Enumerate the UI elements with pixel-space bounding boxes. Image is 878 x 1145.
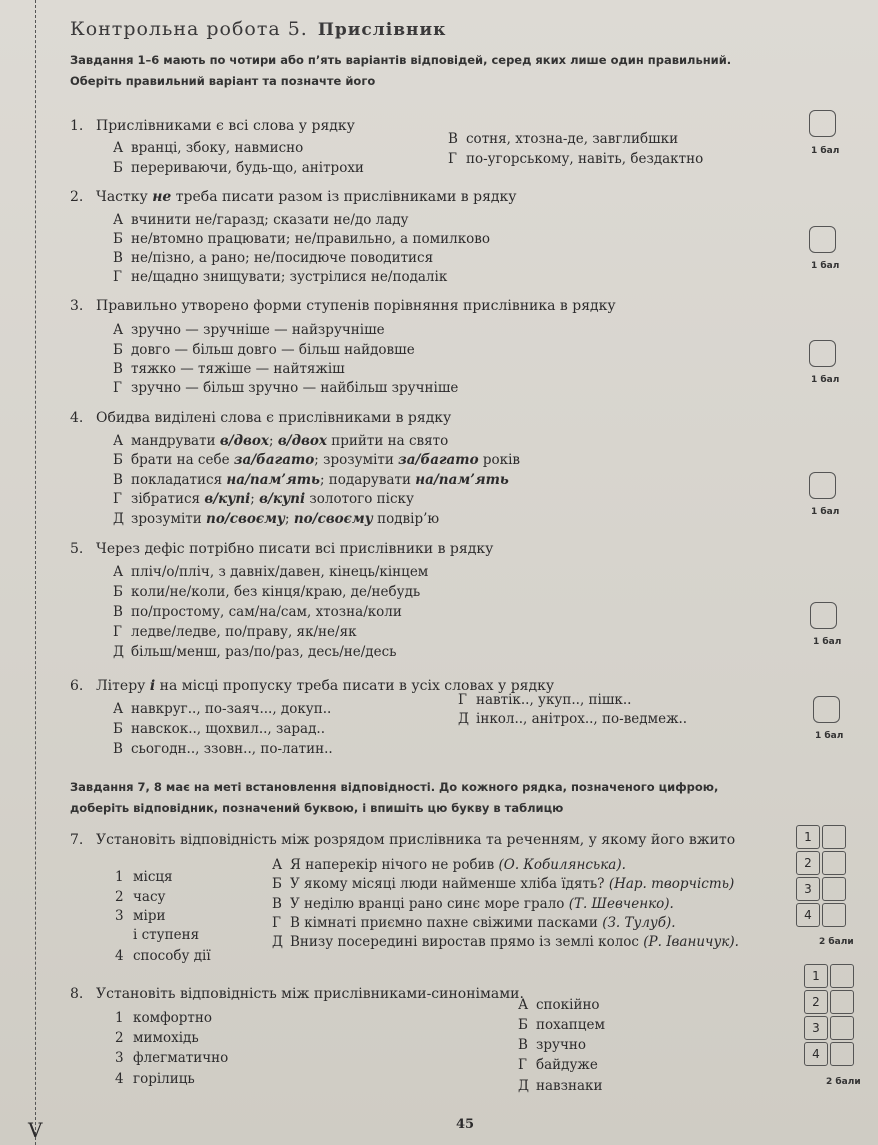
highlighted-word: на/пам’ять: [226, 472, 320, 488]
option-text: більш/менш, раз/по/раз, десь/не/десь: [131, 644, 397, 660]
item-number: 4: [115, 948, 124, 964]
item-text: Я наперекір нічого не робив: [290, 857, 499, 873]
grid-row: [795, 850, 847, 876]
option[interactable]: [458, 711, 687, 727]
title-main: Контрольна робота 5.: [70, 18, 308, 40]
option-letter: Г: [113, 380, 122, 396]
option[interactable]: [113, 741, 333, 757]
question-number: 7.: [70, 832, 84, 848]
option-text: ;: [268, 433, 278, 449]
option-text: сьогодн.., ззовн.., по-латин..: [131, 741, 333, 757]
grid-number-cell: 2: [796, 851, 820, 875]
grid-row: [803, 1015, 855, 1041]
option-text: зрозуміти: [131, 511, 207, 527]
item-letter: В: [518, 1037, 528, 1053]
item-text: Внизу посередині виростав прямо із землі колос: [290, 934, 644, 950]
item-text: часу: [133, 889, 166, 905]
grid-row: [803, 963, 855, 989]
highlighted-word: по/своєму: [206, 511, 285, 527]
item-letter: А: [272, 857, 283, 873]
item-letter: Б: [272, 876, 282, 892]
question-number: 1.: [70, 118, 84, 134]
option-letter: Б: [113, 584, 123, 600]
question-number: 2.: [70, 189, 84, 205]
option-text: довго — більш довго — більш найдовше: [131, 342, 415, 358]
option-text: золотого піску: [305, 491, 414, 507]
option-letter: Б: [113, 342, 123, 358]
item-text: байдуже: [536, 1057, 598, 1073]
grid-answer-cell[interactable]: [822, 903, 846, 927]
option-text: сотня, хтозна-де, завглибшки: [466, 131, 679, 147]
option[interactable]: [113, 250, 433, 266]
match-left-item: [115, 889, 165, 905]
item-letter: А: [518, 997, 529, 1013]
question-number: 6.: [70, 678, 84, 694]
option[interactable]: [113, 342, 415, 358]
option[interactable]: [113, 511, 439, 527]
answer-grid-q8: [803, 963, 855, 1067]
grid-answer-cell[interactable]: [830, 964, 854, 988]
option-text: брати на себе: [131, 452, 234, 468]
item-number: 3: [115, 908, 124, 924]
item-text: мимохідь: [133, 1030, 199, 1046]
highlighted-word: в/купі: [204, 491, 251, 507]
option-text: по-угорському, навіть, бездактно: [466, 151, 704, 167]
option[interactable]: [113, 472, 509, 488]
instruction-line: доберіть відповідник, позначений буквою, і впишіть цю букву в таблицю: [70, 801, 564, 815]
option-text: навтік.., укуп.., пішк..: [476, 692, 632, 708]
option-letter: Б: [113, 452, 123, 468]
question-2: [70, 189, 517, 205]
grid-row: [795, 824, 847, 850]
item-text: способу дії: [133, 948, 211, 964]
match-right-item: [272, 876, 734, 892]
item-text: місця: [133, 869, 173, 885]
points-label: 1 бал: [811, 146, 840, 156]
grid-number-cell: 1: [804, 964, 828, 988]
item-text: У неділю вранці рано синє море грало: [290, 896, 569, 912]
item-letter: Г: [272, 915, 281, 931]
option-text: пліч/о/пліч, з давніх/давен, кінець/кінцем: [131, 564, 429, 580]
match-right-item: [518, 1037, 586, 1053]
instructions-1: [70, 50, 731, 92]
question-number: 5.: [70, 541, 84, 557]
points-label: 2 бали: [819, 937, 854, 947]
instruction-line: Оберіть правильний варіант та позначте його: [70, 74, 376, 88]
instructions-2: [70, 777, 718, 819]
answer-box[interactable]: [809, 226, 836, 253]
option[interactable]: [113, 644, 397, 660]
option-letter: А: [113, 564, 124, 580]
points-label: 2 бали: [826, 1077, 861, 1087]
option-letter: Б: [113, 721, 123, 737]
item-letter: Б: [518, 1017, 528, 1033]
points-label: 1 бал: [811, 507, 840, 517]
option[interactable]: [458, 692, 631, 708]
item-text: навзнаки: [536, 1078, 603, 1094]
option[interactable]: [113, 380, 458, 396]
match-right-item: [272, 934, 739, 950]
option-text: перериваючи, будь-що, анітрохи: [131, 160, 364, 176]
match-right-item: [272, 857, 626, 873]
question-text: треба писати разом із прислівниками в рядку: [171, 189, 517, 205]
grid-answer-cell[interactable]: [822, 851, 846, 875]
answer-box[interactable]: [809, 110, 836, 137]
grid-number-cell: 1: [796, 825, 820, 849]
option-text: тяжко — тяжіше — найтяжіш: [131, 361, 345, 377]
option-text: ; подарувати: [319, 472, 416, 488]
grid-row: [803, 1041, 855, 1067]
item-text: зручно: [536, 1037, 586, 1053]
item-text: похапцем: [536, 1017, 605, 1033]
points-label: 1 бал: [811, 375, 840, 385]
grid-answer-cell[interactable]: [822, 825, 846, 849]
item-number: 3: [115, 1050, 124, 1066]
option-letter: Г: [113, 624, 122, 640]
option[interactable]: [113, 452, 520, 468]
match-right-item: [518, 1057, 598, 1073]
item-source: (Т. Шевченко).: [568, 896, 674, 912]
option[interactable]: [113, 361, 345, 377]
item-number: 4: [115, 1071, 124, 1087]
instruction-line: Завдання 7, 8 має на меті встановлення відповідності. До кожного рядка, позначеного цифрою,: [70, 780, 719, 794]
option[interactable]: [113, 624, 357, 640]
grid-row: [795, 876, 847, 902]
option-letter: Д: [113, 511, 124, 527]
item-text: горілиць: [133, 1071, 195, 1087]
item-source: (О. Кобилянська).: [498, 857, 626, 873]
option[interactable]: [448, 151, 703, 167]
answer-box[interactable]: [809, 340, 836, 367]
highlighted-word: за/багато: [398, 452, 479, 468]
highlighted-word: на/пам’ять: [415, 472, 509, 488]
option[interactable]: [448, 131, 678, 147]
match-left-item: [115, 869, 173, 885]
points-label: 1 бал: [815, 731, 844, 741]
grid-number-cell: 3: [804, 1016, 828, 1040]
answer-box[interactable]: [813, 696, 840, 723]
grid-answer-cell[interactable]: [830, 1042, 854, 1066]
option[interactable]: [113, 564, 428, 580]
match-left-item: [115, 1050, 228, 1066]
grid-row: [795, 902, 847, 928]
question-text: Установіть відповідність між розрядом прислівника та реченням, у якому його вжито: [96, 832, 736, 848]
question-text: Установіть відповідність між прислівниками-синонімами.: [96, 986, 524, 1002]
question-number: 4.: [70, 410, 84, 426]
option-letter: В: [113, 741, 123, 757]
points-label: 1 бал: [811, 261, 840, 271]
cut-line: [35, 0, 36, 1145]
option-text: мандрувати: [131, 433, 220, 449]
item-letter: Г: [518, 1057, 527, 1073]
option[interactable]: [113, 212, 409, 228]
corner-mark: V: [28, 1118, 43, 1142]
option-text: коли/не/коли, без кінця/краю, де/небудь: [131, 584, 421, 600]
question-text: Правильно утворено форми ступенів порівняння прислівника в рядку: [96, 298, 616, 314]
option-letter: А: [113, 212, 124, 228]
highlighted-word: в/двох: [219, 433, 269, 449]
option-letter: Г: [113, 269, 122, 285]
option[interactable]: [113, 604, 402, 620]
option-letter: Г: [458, 692, 467, 708]
question-4: [70, 410, 451, 426]
item-text: комфортно: [133, 1010, 212, 1026]
highlighted-word: в/купі: [259, 491, 306, 507]
match-left-item: [115, 1010, 212, 1026]
item-letter: В: [272, 896, 282, 912]
grid-number-cell: 3: [796, 877, 820, 901]
match-right-item: [518, 1078, 603, 1094]
question-8: [70, 986, 524, 1002]
option-text: ; зрозуміти: [314, 452, 399, 468]
answer-grid-q7: [795, 824, 847, 928]
question-text: Частку: [96, 189, 153, 205]
option-letter: Г: [113, 491, 122, 507]
instruction-line: Завдання 1–6 мають по чотири або п’ять варіантів відповідей, серед яких лише один правильний.: [70, 53, 732, 67]
question-number: 3.: [70, 298, 84, 314]
option-text: навкруг.., по-заяч..., докуп..: [131, 701, 332, 717]
question-text: Через дефіс потрібно писати всі прислівники в рядку: [96, 541, 494, 557]
match-right-item: [272, 896, 674, 912]
option-letter: В: [113, 361, 123, 377]
option-text: ;: [285, 511, 294, 527]
grid-number-cell: 4: [804, 1042, 828, 1066]
option-letter: Б: [113, 231, 123, 247]
option-letter: А: [113, 701, 124, 717]
option-letter: А: [113, 140, 124, 156]
grid-answer-cell[interactable]: [822, 877, 846, 901]
item-text: В кімнаті приємно пахне свіжими пасками: [290, 915, 603, 931]
item-text: і ступеня: [133, 927, 200, 943]
option-text: інкол.., анітрох.., по-ведмеж..: [476, 711, 688, 727]
grid-answer-cell[interactable]: [830, 1016, 854, 1040]
match-left-item: [115, 1071, 195, 1087]
option-text: зручно — зручніше — найзручніше: [131, 322, 385, 338]
option-letter: Д: [113, 644, 124, 660]
page-title: [70, 18, 446, 40]
grid-number-cell: 2: [804, 990, 828, 1014]
item-number: 2: [115, 1030, 124, 1046]
option-text: зручно — більш зручно — найбільш зручніше: [131, 380, 459, 396]
highlighted-word: в/двох: [277, 433, 327, 449]
question-text: Обидва виділені слова є прислівниками в рядку: [96, 410, 452, 426]
item-text: спокійно: [536, 997, 600, 1013]
item-letter: Д: [272, 934, 283, 950]
match-right-item: [272, 915, 676, 931]
grid-number-cell: 4: [796, 903, 820, 927]
option-text: прийти на свято: [326, 433, 449, 449]
match-left-item: [115, 908, 165, 924]
item-text: У якому місяці люди найменше хліба їдять?: [290, 876, 609, 892]
question-5: [70, 541, 493, 557]
question-number: 8.: [70, 986, 84, 1002]
question-emphasis: не: [152, 189, 172, 205]
points-label: 1 бал: [813, 637, 842, 647]
item-letter: Д: [518, 1078, 529, 1094]
item-text: міри: [133, 908, 166, 924]
question-text: на місці пропуску треба писати в усіх словах у рядку: [155, 678, 555, 694]
option[interactable]: [113, 322, 385, 338]
option-letter: А: [113, 433, 124, 449]
option-letter: А: [113, 322, 124, 338]
question-text: Літеру: [96, 678, 150, 694]
answer-box[interactable]: [809, 472, 836, 499]
item-source: (Нар. творчість): [608, 876, 735, 892]
match-left-item: [115, 948, 211, 964]
option-text: подвір’ю: [372, 511, 440, 527]
option[interactable]: [113, 491, 414, 507]
option[interactable]: [113, 584, 420, 600]
option-letter: В: [113, 472, 123, 488]
title-topic: Прислівник: [317, 20, 447, 40]
question-1: [70, 118, 355, 134]
option-letter: В: [113, 604, 123, 620]
option-letter: В: [113, 250, 123, 266]
option-text: не/пізно, а рано; не/посидюче поводитися: [131, 250, 434, 266]
question-7: [70, 832, 735, 848]
question-text: Прислівниками є всі слова у рядку: [96, 118, 355, 134]
option-text: років: [478, 452, 520, 468]
option[interactable]: [113, 140, 303, 156]
option-letter: В: [448, 131, 458, 147]
option[interactable]: [113, 721, 325, 737]
highlighted-word: по/своєму: [293, 511, 373, 527]
option-text: ;: [250, 491, 260, 507]
match-left-item: [115, 927, 199, 943]
option[interactable]: [113, 701, 331, 717]
option[interactable]: [113, 160, 364, 176]
match-left-item: [115, 1030, 199, 1046]
grid-answer-cell[interactable]: [830, 990, 854, 1014]
option[interactable]: [113, 231, 490, 247]
match-right-item: [518, 1017, 605, 1033]
item-source: (Р. Іваничук).: [643, 934, 739, 950]
question-emphasis: і: [149, 678, 156, 694]
option-text: по/простому, сам/на/сам, хтозна/коли: [131, 604, 402, 620]
match-right-item: [518, 997, 600, 1013]
highlighted-word: за/багато: [233, 452, 315, 468]
item-number: 1: [115, 869, 124, 885]
option[interactable]: [113, 433, 448, 449]
grid-row: [803, 989, 855, 1015]
option-text: ледве/ледве, по/праву, як/не/як: [131, 624, 357, 640]
option-letter: Г: [448, 151, 457, 167]
option-text: не/щадно знищувати; зустрілися не/подалік: [131, 269, 448, 285]
item-number: 2: [115, 889, 124, 905]
item-source: (З. Тулуб).: [602, 915, 676, 931]
option-letter: Б: [113, 160, 123, 176]
option-text: не/втомно працювати; не/правильно, а помилково: [131, 231, 491, 247]
answer-box[interactable]: [810, 602, 837, 629]
item-number: 1: [115, 1010, 124, 1026]
option-text: вранці, збоку, навмисно: [131, 140, 304, 156]
page-number: 45: [456, 1117, 475, 1132]
option-letter: Д: [458, 711, 469, 727]
question-3: [70, 298, 616, 314]
option[interactable]: [113, 269, 447, 285]
option-text: вчинити не/гаразд; сказати не/до ладу: [131, 212, 409, 228]
option-text: навскок.., щохвил.., зарад..: [131, 721, 326, 737]
option-text: покладатися: [131, 472, 227, 488]
option-text: зібратися: [131, 491, 205, 507]
item-text: флегматично: [133, 1050, 229, 1066]
